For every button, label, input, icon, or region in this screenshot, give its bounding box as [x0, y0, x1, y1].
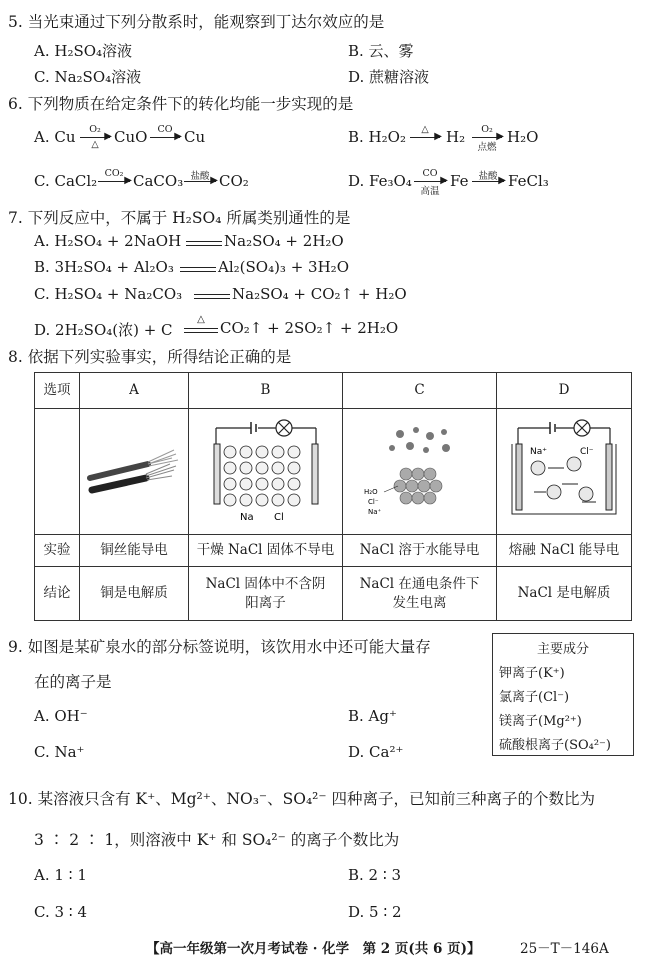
q6-b-product: H₂O [507, 128, 539, 146]
image-a-cell [80, 409, 189, 535]
image-d-cell [497, 409, 632, 535]
header-option: 选项 [35, 373, 80, 409]
q7-c-left: C. H₂SO₄ + Na₂CO₃ [34, 285, 183, 303]
q6-a-intermediate: CuO [114, 128, 148, 146]
q5-option-a: A. H₂SO₄溶液 [34, 42, 133, 60]
q10-option-b: B. 2 ∶ 3 [348, 866, 402, 884]
q6-a-reactant: A. Cu [34, 128, 76, 146]
q5-option-b: B. 云、雾 [348, 42, 414, 60]
q6-c-intermediate: CaCO₃ [133, 172, 184, 190]
q7-d-equals [184, 314, 218, 337]
q7-c-equals [194, 289, 230, 303]
arrow-condition-top: CO₂ [104, 168, 124, 179]
q6-c-reactant: C. CaCl₂ [34, 172, 98, 190]
label-box-title: 主要成分 [537, 642, 590, 657]
q6-b-reactant: B. H₂O₂ [348, 128, 406, 146]
label-cl-ion: Cl⁻ [580, 446, 594, 457]
label-h2o: H₂O [363, 487, 378, 496]
q5-option-d: D. 蔗糖溶液 [348, 68, 430, 86]
q9-option-b: B. Ag⁺ [348, 707, 397, 725]
q7-d-right: CO₂↑ + 2SO₂↑ + 2H₂O [220, 319, 399, 337]
q9-stem-line2: 在的离子是 [34, 673, 112, 691]
q6-stem: 6. 下列物质在给定条件下的转化均能一步实现的是 [8, 95, 354, 113]
header-d: D [497, 373, 632, 409]
arrow-condition-bottom: 点燃 [477, 142, 497, 153]
page-footer: 【高一年级第一次月考试卷 · 化学 第 2 页(共 6 页)】 [146, 941, 481, 957]
q7-b-equals [180, 262, 216, 276]
conclusion-b: NaCl 固体中不含阴阳离子 [189, 567, 343, 621]
image-b-cell [189, 409, 343, 535]
label-na-ion: Na⁺ [367, 507, 381, 516]
q6-b-arrow-1: △ ▶ [410, 130, 440, 144]
q10-stem-line2: 3 ∶ 2 ∶ 1，则溶液中 K⁺ 和 SO₄²⁻ 的离子个数比为 [34, 831, 400, 849]
molten-nacl-circuit-image [504, 414, 624, 524]
arrow-condition-top: 盐酸 [190, 171, 210, 182]
conclusion-a: 铜是电解质 [80, 567, 189, 621]
q6-a-product: Cu [184, 128, 206, 146]
label-na: Na [239, 511, 254, 523]
q10-option-c: C. 3 ∶ 4 [34, 903, 88, 921]
q6-a-arrow-2: CO ▶ [150, 130, 180, 144]
image-row-label [35, 409, 80, 535]
q6-c-arrow-2: 盐酸 ▶ [184, 174, 216, 188]
nacl-dissolve-image [360, 414, 480, 524]
label-box-item: 钾离子(K⁺) [499, 666, 565, 681]
q5-option-c: C. Na₂SO₄溶液 [34, 68, 142, 86]
table-header-row [35, 373, 632, 409]
q7-b-right: Al₂(SO₄)₃ + 3H₂O [218, 258, 349, 276]
experiment-d: 熔融 NaCl 能导电 [497, 535, 632, 567]
label-box-item: 硫酸根离子(SO₄²⁻) [499, 738, 611, 753]
label-na-ion: Na⁺ [530, 446, 547, 457]
experiment-c: NaCl 溶于水能导电 [343, 535, 497, 567]
label-box-item: 氯离子(Cl⁻) [499, 690, 570, 705]
label-cl: Cl [273, 511, 284, 523]
label-box-item: 镁离子(Mg²⁺) [499, 714, 582, 729]
q6-d-arrow-2: 盐酸 ▶ [472, 174, 504, 188]
q7-d-left: D. 2H₂SO₄(浓) + C [34, 321, 173, 339]
arrow-condition-top: △ [421, 124, 429, 135]
heat-condition: △ [197, 314, 205, 325]
arrow-condition-top: CO [157, 124, 173, 135]
table-image-row [35, 409, 632, 535]
copper-wire-image [84, 434, 184, 504]
q5-stem: 5. 当光束通过下列分散系时，能观察到丁达尔效应的是 [8, 13, 385, 31]
arrow-condition-top: O₂ [89, 124, 101, 135]
experiment-label: 实验 [35, 535, 80, 567]
q6-a-arrow-1: O₂ ▶ △ [80, 130, 110, 144]
arrow-condition-bottom: △ [91, 139, 99, 150]
arrow-condition-top: O₂ [481, 124, 493, 135]
header-a: A [80, 373, 189, 409]
mineral-water-label-box [492, 633, 634, 756]
q7-a-right: Na₂SO₄ + 2H₂O [224, 232, 344, 250]
q7-c-right: Na₂SO₄ + CO₂↑ + H₂O [232, 285, 407, 303]
page-code: 25－T－146A [520, 941, 609, 957]
arrow-condition-top: CO [422, 168, 438, 179]
image-c-cell [343, 409, 497, 535]
q6-d-reactant: D. Fe₃O₄ [348, 172, 412, 190]
q9-option-c: C. Na⁺ [34, 743, 85, 761]
q10-option-d: D. 5 ∶ 2 [348, 903, 402, 921]
q7-a-equals [186, 236, 222, 250]
q9-stem-line1: 9. 如图是某矿泉水的部分标签说明，该饮用水中还可能大量存 [8, 638, 431, 656]
table-conclusion-row [35, 567, 632, 621]
q9-option-a: A. OH⁻ [34, 707, 88, 725]
q6-c-arrow-1: CO₂ ▶ [98, 174, 130, 188]
q8-stem: 8. 依据下列实验事实，所得结论正确的是 [8, 348, 292, 366]
q10-option-a: A. 1 ∶ 1 [34, 866, 87, 884]
q7-b-left: B. 3H₂SO₄ + Al₂O₃ [34, 258, 174, 276]
q7-stem: 7. 下列反应中，不属于 H₂SO₄ 所属类别通性的是 [8, 209, 351, 227]
table-experiment-row [35, 535, 632, 567]
q9-option-d: D. Ca²⁺ [348, 743, 404, 761]
q6-b-arrow-2: O₂ ▶ 点燃 [472, 130, 502, 144]
experiment-b: 干燥 NaCl 固体不导电 [189, 535, 343, 567]
dry-nacl-circuit-image [206, 414, 326, 524]
header-c: C [343, 373, 497, 409]
q6-b-intermediate: H₂ [446, 128, 466, 146]
q8-experiment-table [34, 372, 632, 621]
label-cl-ion: Cl⁻ [367, 497, 379, 506]
header-b: B [189, 373, 343, 409]
q7-a-left: A. H₂SO₄ + 2NaOH [34, 232, 182, 250]
arrow-condition-top: 盐酸 [478, 171, 498, 182]
conclusion-label: 结论 [35, 567, 80, 621]
conclusion-c: NaCl 在通电条件下发生电离 [343, 567, 497, 621]
experiment-a: 铜丝能导电 [80, 535, 189, 567]
q6-d-arrow-1: CO ▶ 高温 [414, 174, 446, 188]
q10-stem-line1: 10. 某溶液只含有 K⁺、Mg²⁺、NO₃⁻、SO₄²⁻ 四种离子，已知前三种离子的个数比为 [8, 790, 595, 808]
arrow-condition-bottom: 高温 [420, 186, 440, 197]
q6-d-product: FeCl₃ [508, 172, 549, 190]
conclusion-d: NaCl 是电解质 [497, 567, 632, 621]
q6-d-intermediate: Fe [450, 172, 469, 190]
q6-c-product: CO₂ [219, 172, 249, 190]
